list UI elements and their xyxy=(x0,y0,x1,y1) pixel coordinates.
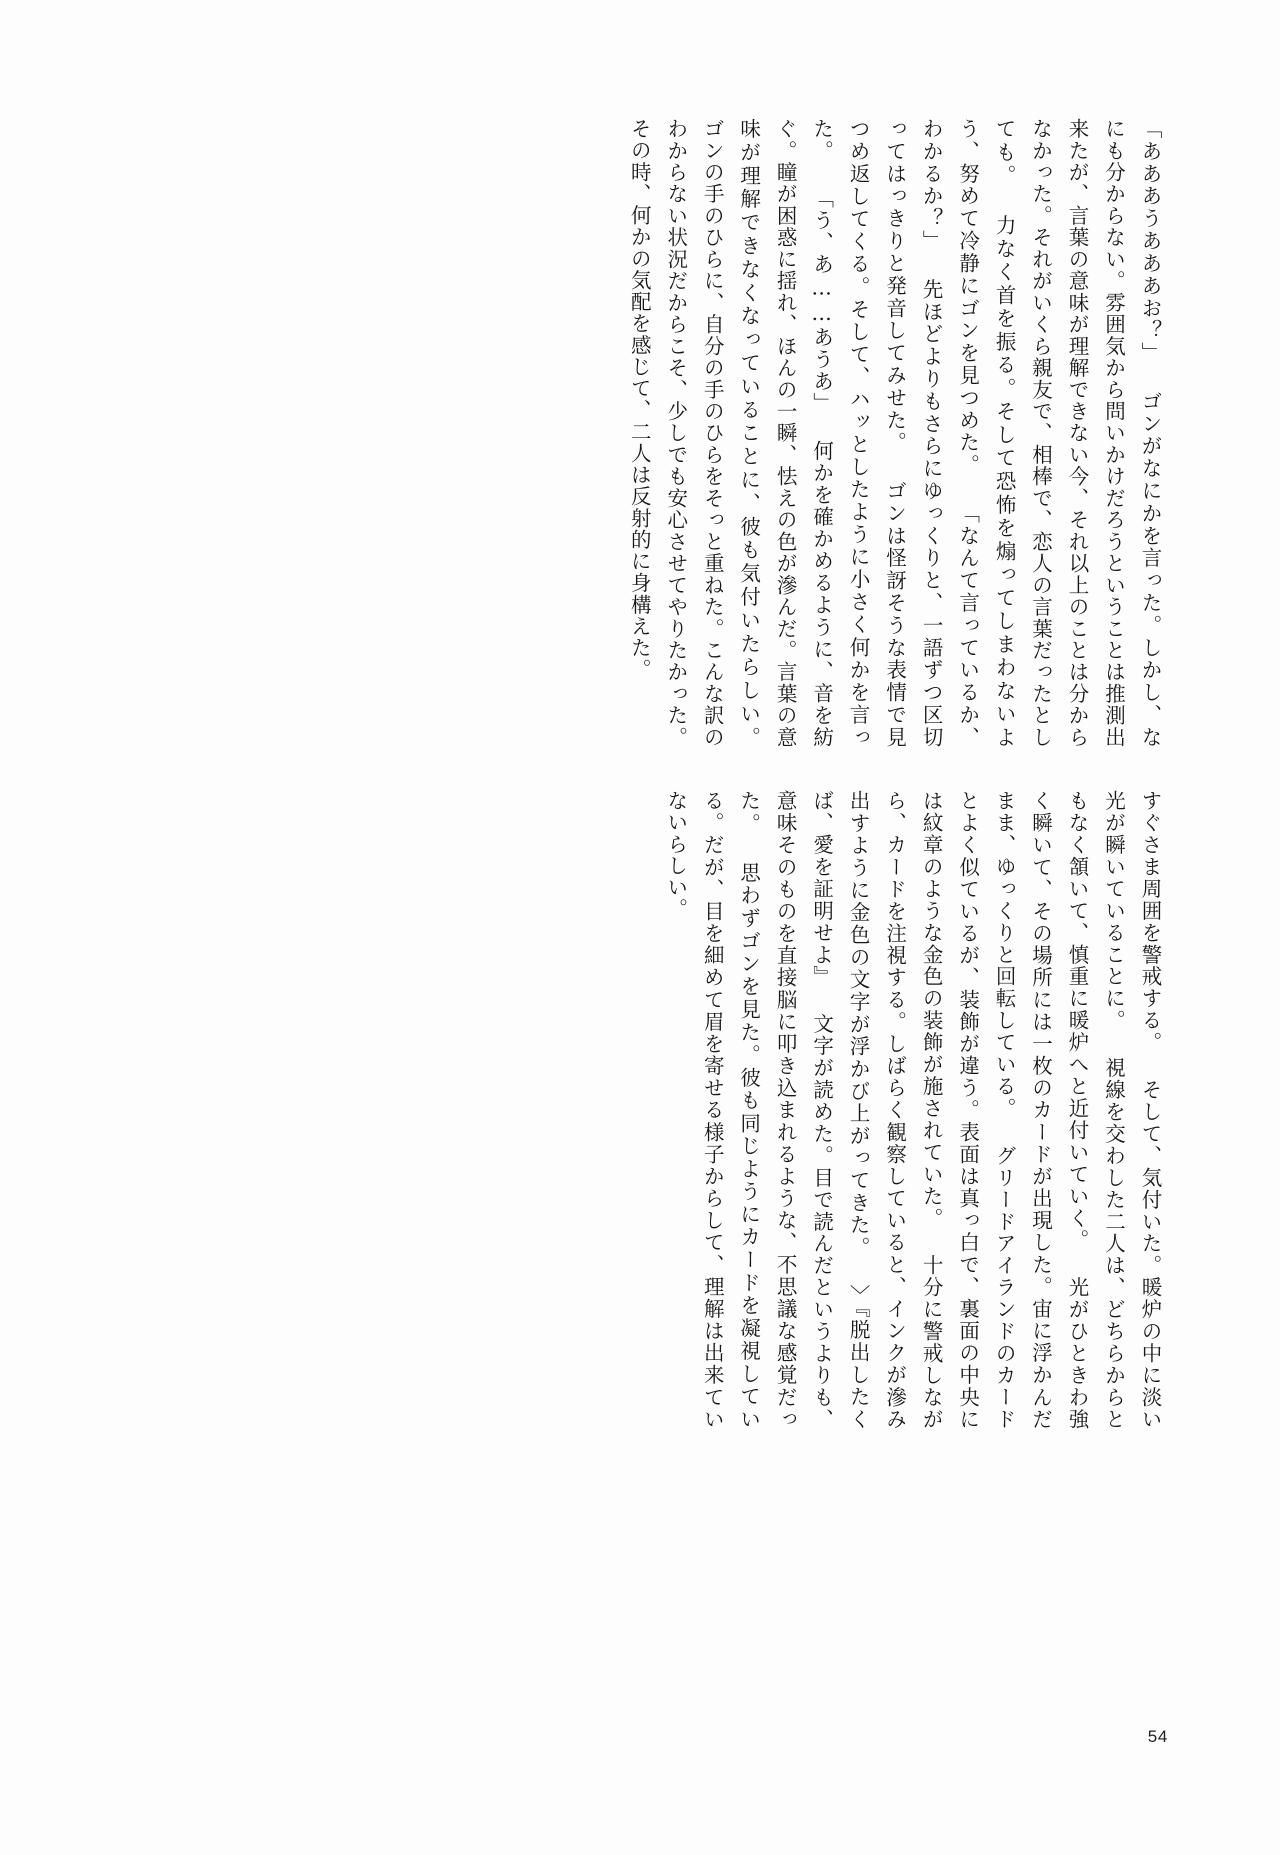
body-text-lower: すぐさま周囲を警戒する。 そして、気付いた。暖炉の中に淡い光が瞬いていることに。 視線を交わした二人は、どちらからともなく頷いて、慎重に暖炉へと近付いていく。 光がひときわ強く瞬いて、その場所には一枚のカードが出現した。宙に浮かんだまま、ゆっくりと回転している。 グリードアイランドのカードとよく似ているが、装飾が違う。表面は真っ白で、裏面の中央には紋章のような金色の装飾が施されていた。 十分に警戒しながら、カードを注視する。しばらく観察していると、インクが滲み出すように金色の文字が浮かび上がってきた。 〉『脱出したくば、愛を証明せよ』 文字が読めた。目で読んだというよりも、意味そのものを直接脳に叩き込まれるような、不思議な感覚だった。 思わずゴンを見た。彼も同じようにカードを凝視している。だが、目を細めて眉を寄せる様子からして、理解は出来ていないらしい。 xyxy=(663,790,1162,1430)
page-number: 54 xyxy=(1147,1727,1168,1746)
body-text-upper: 「あああうあああお？」 ゴンがなにかを言った。しかし、なにも分からない。雰囲気から問いかけだろうということは推測出来たが、言葉の意味が理解できない今、それ以上のことは分からなかった。それがいくら親友で、相棒で、恋人の言葉だったとしても。 力なく首を振る。そして恐怖を煽ってしまわないよう、努めて冷静にゴンを見つめた。 「なんて言っているか、わかるか？」 先ほどよりもさらにゆっくりと、一語ずつ区切ってはっきりと発音してみせた。 ゴンは怪訝そうな表情で見つめ返してくる。そして、ハッとしたように小さく何かを言った。 「う、あ……あうあ」 何かを確かめるように、音を紡ぐ。瞳が困惑に揺れ、ほんの一瞬、怯えの色が滲んだ。言葉の意味が理解できなくなっていることに、彼も気付いたらしい。 ゴンの手のひらに、自分の手のひらをそっと重ねた。こんな訳のわからない状況だからこそ、少しでも安心させてやりたかった。 その時、何かの気配を感じて、二人は反射的に身構えた。 xyxy=(627,118,1162,748)
